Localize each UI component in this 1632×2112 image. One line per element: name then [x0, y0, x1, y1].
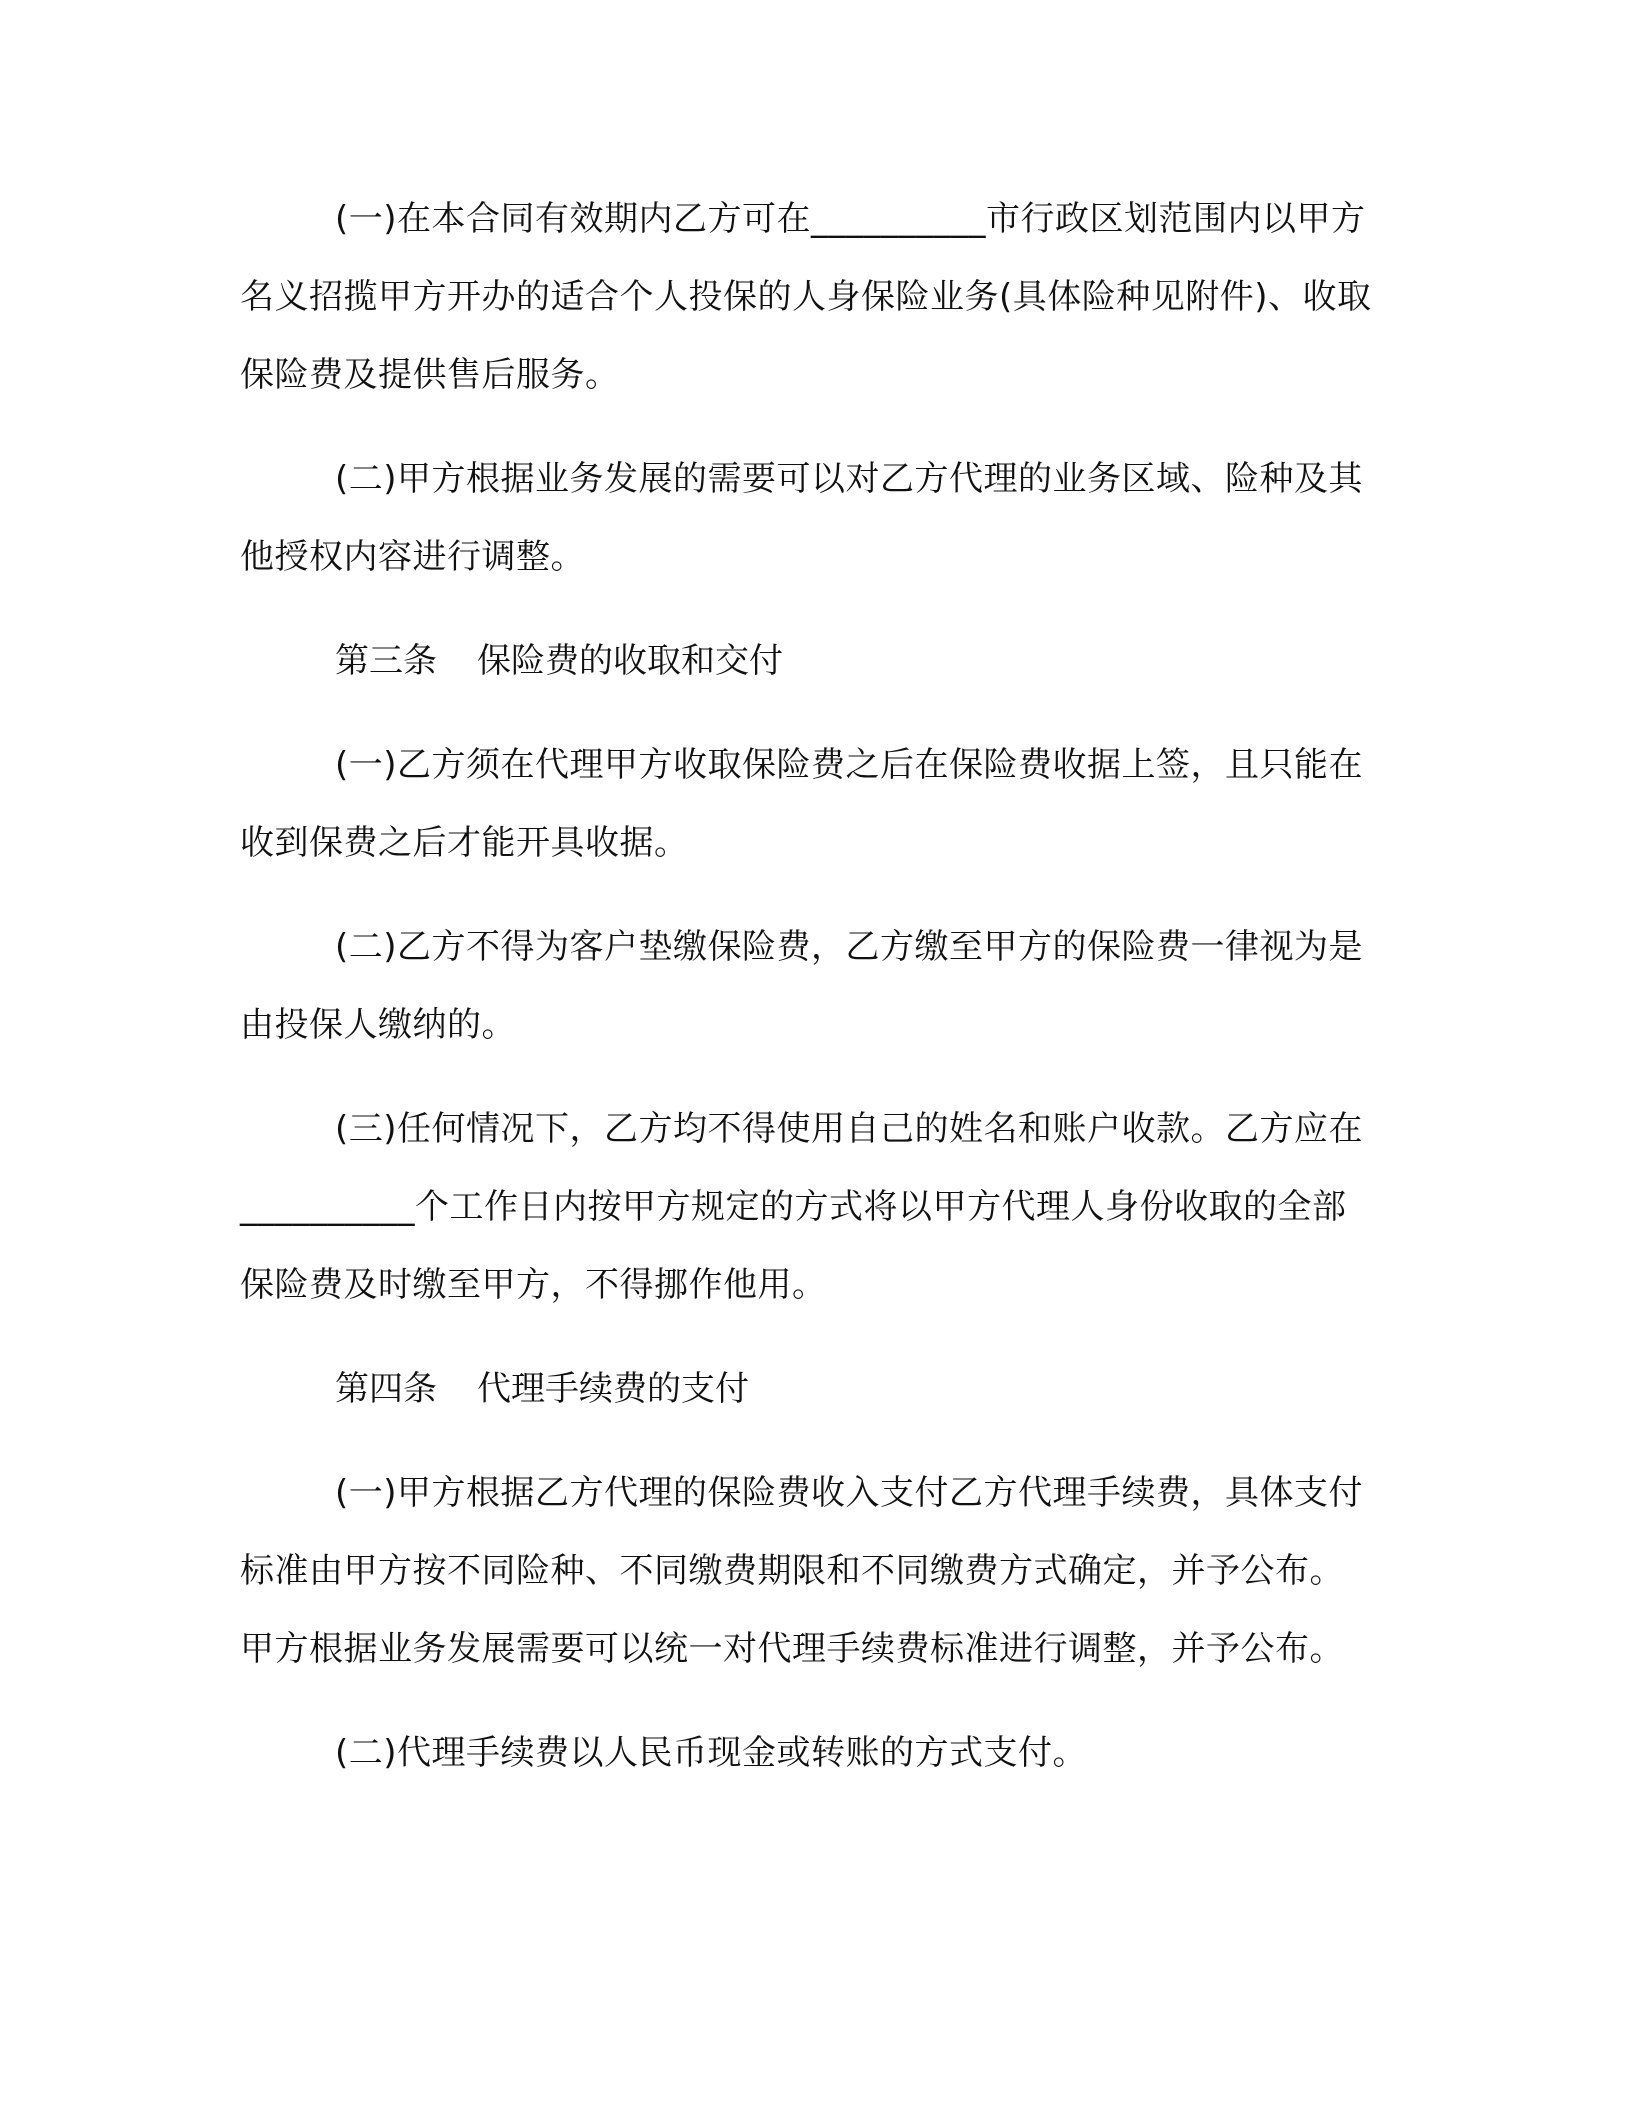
- clause-4-item-2: (二)代理手续费以人民币现金或转账的方式支付。: [335, 1733, 1088, 1773]
- clause-3-item-1: (一)乙方须在代理甲方收取保险费之后在保险费收据上签，且只能在收到保费之后才能开具收据。: [240, 745, 1364, 863]
- document-body: [240, 180, 1376, 1818]
- clause-3-item-2: (二)乙方不得为客户垫缴保险费，乙方缴至甲方的保险费一律视为是由投保人缴纳的。: [240, 927, 1364, 1045]
- clause-2-item-1: (一)在本合同有效期内乙方可在__________市行政区划范围内以甲方名义招揽甲方开办的适合个人投保的人身保险业务(具体险种见附件)、收取保险费及提供售后服务。: [240, 199, 1372, 395]
- article-3-title: 保险费的收取和交付: [477, 641, 783, 681]
- article-3-number: 第三条: [335, 641, 437, 681]
- clause-3-item-3: (三)任何情况下，乙方均不得使用自己的姓名和账户收款。乙方应在__________个工作日内按甲方规定的方式将以甲方代理人身份收取的全部保险费及时缴至甲方，不得挪作他用。: [240, 1109, 1364, 1305]
- article-4-heading: [240, 1350, 1376, 1428]
- clause-4-item-1: (一)甲方根据乙方代理的保险费收入支付乙方代理手续费，具体支付标准由甲方按不同险种、不同缴费期限和不同缴费方式确定，并予公布。甲方根据业务发展需要可以统一对代理手续费标准进行调整，并予公布。: [240, 1473, 1364, 1669]
- article-3-heading: [240, 622, 1376, 700]
- clause-2-item-2: (二)甲方根据业务发展的需要可以对乙方代理的业务区域、险种及其他授权内容进行调整。: [240, 459, 1364, 577]
- article-4-number: 第四条: [335, 1369, 437, 1409]
- article-4-title: 代理手续费的支付: [477, 1369, 749, 1409]
